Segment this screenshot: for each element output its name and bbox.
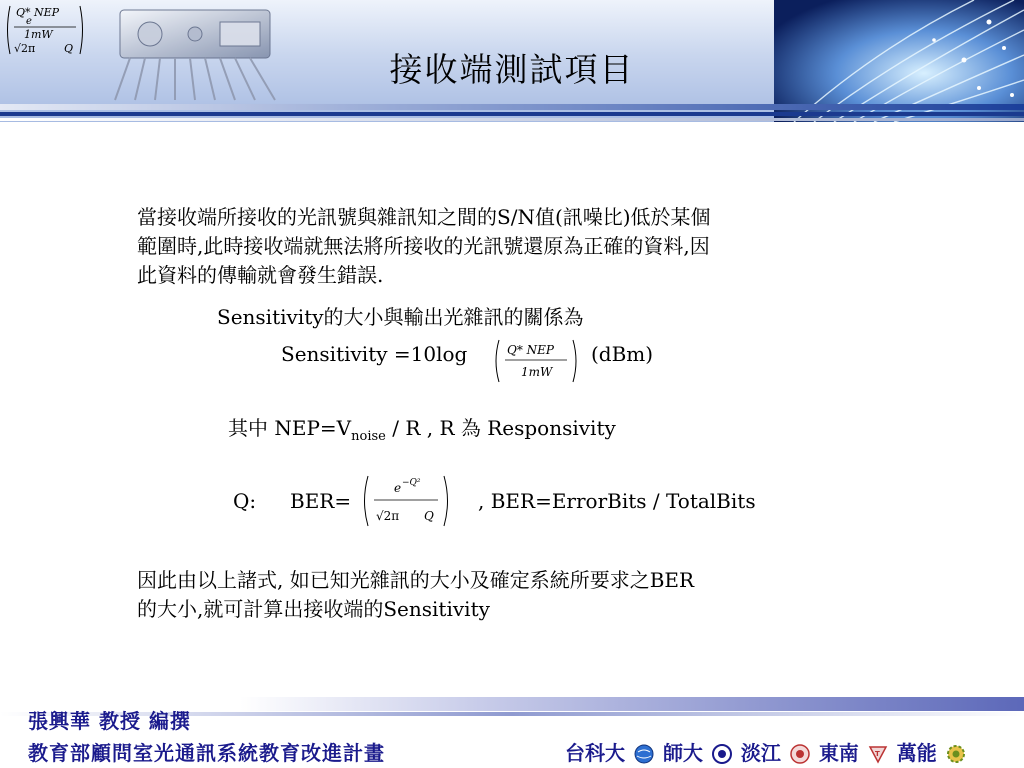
conclusion-paragraph (137, 566, 947, 624)
nep-suffix: / R , R 為 Responsivity (385, 416, 616, 440)
svg-text:e: e (26, 16, 32, 27)
svg-text:Q* NEP: Q* NEP (507, 343, 554, 357)
partner-tnu: 東南 (818, 741, 859, 765)
intro-line: 當接收端所接收的光訊號與雜訊知之間的S/N值(訊噪比)低於某個 (137, 205, 711, 229)
slide-title: 接收端測試項目 (389, 50, 635, 89)
seal-logo-icon (712, 744, 732, 764)
svg-text:−Q²: −Q² (402, 478, 421, 488)
intro-line: 範圍時,此時接收端就無法將所接收的光訊號還原為正確的資料,因 (137, 234, 710, 258)
sensitivity-fraction (491, 336, 581, 386)
svg-text:√2π: √2π (14, 42, 36, 55)
globe-logo-icon (634, 744, 654, 764)
footer-bar (240, 697, 1024, 711)
svg-text:Q* NEP: Q* NEP (16, 6, 60, 19)
footer-author: 張興華 教授 編撰 (28, 709, 191, 733)
gear-logo-icon (946, 744, 966, 764)
banner-stripe-thin (0, 118, 1024, 121)
conclusion-line: 因此由以上諸式, 如已知光雜訊的大小及確定系統所要求之BER (137, 568, 695, 592)
triangle-logo-icon (868, 744, 888, 764)
nep-prefix: 其中 NEP=V (228, 416, 352, 440)
svg-text:1mW: 1mW (24, 28, 53, 41)
intro-paragraph (137, 203, 947, 290)
ber-q-label: Q: (233, 489, 257, 513)
sensitivity-heading: Sensitivity的大小與輸出光雜訊的關係為 (217, 305, 584, 329)
svg-text:T: T (874, 750, 880, 758)
partner-vnu: 萬能 (896, 741, 937, 765)
sensitivity-eq-label: Sensitivity =10log (281, 342, 468, 366)
svg-text:e: e (394, 481, 402, 495)
banner-stripe-light (0, 104, 1024, 110)
nep-subscript: noise (351, 429, 386, 444)
sensitivity-unit: (dBm) (591, 342, 654, 366)
emblem-logo-icon (790, 744, 810, 764)
nep-definition (228, 414, 616, 451)
partner-ntust: 台科大 (565, 741, 625, 765)
partner-ntnu: 師大 (662, 741, 703, 765)
ber-fraction (360, 470, 452, 532)
partner-tku: 淡江 (740, 741, 781, 765)
svg-text:Q: Q (64, 42, 74, 55)
intro-line: 此資料的傳輸就會發生錯誤. (137, 263, 384, 287)
ber-label: BER= (290, 489, 352, 513)
banner-stripe-dark (0, 112, 1024, 116)
svg-text:1mW: 1mW (521, 365, 553, 379)
svg-text:√2π: √2π (376, 509, 400, 523)
partner-list (565, 737, 968, 763)
conclusion-line: 的大小,就可計算出接收端的Sensitivity (137, 597, 490, 621)
footer-project: 教育部顧問室光通訊系統教育改進計畫 (28, 741, 385, 765)
svg-text:Q: Q (424, 509, 434, 523)
ber-note: , BER=ErrorBits / TotalBits (478, 489, 756, 513)
